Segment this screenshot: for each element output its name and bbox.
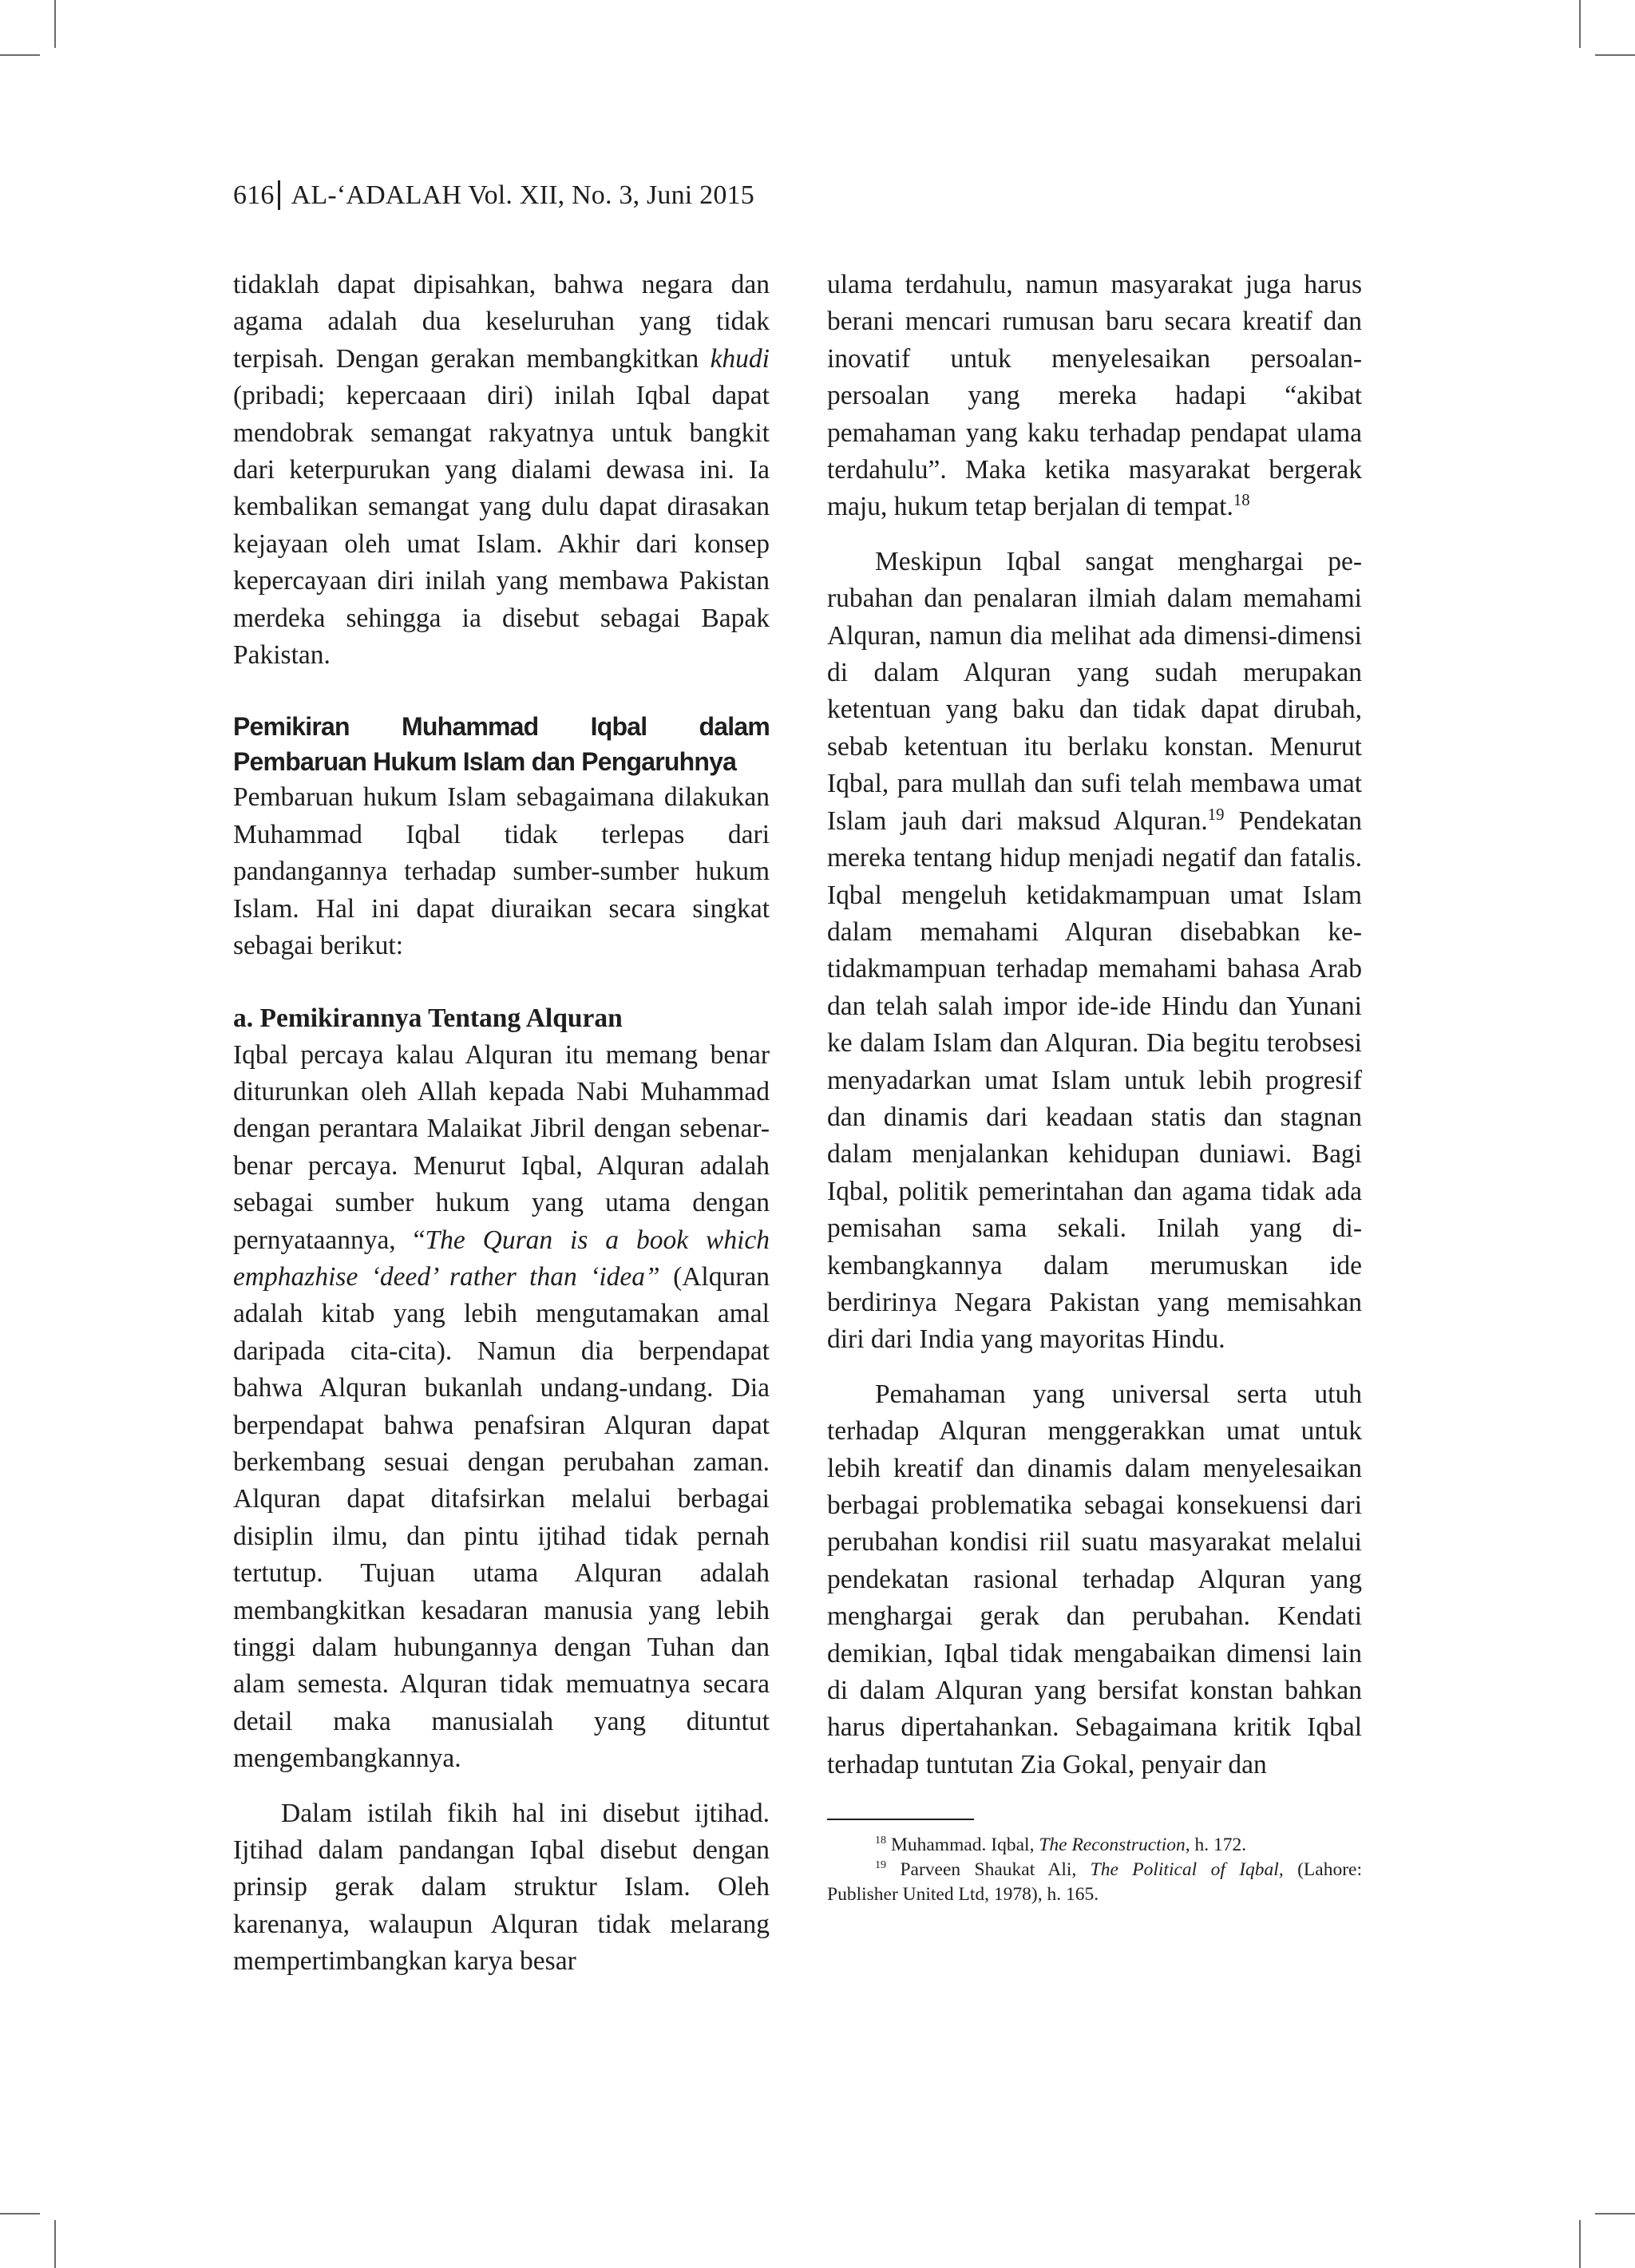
footnote-text: (Lahore: Publisher United Ltd, 1978), h. 165. (827, 1859, 1362, 1906)
footnote-ref: 19 (1207, 805, 1225, 824)
crop-mark (0, 54, 40, 56)
journal-title: AL-‘ADALAH Vol. XII, No. 3, Juni 2015 (291, 180, 754, 210)
footnote-title: The Political of Iqbal, (1090, 1859, 1284, 1881)
left-column (233, 267, 770, 1981)
italic-quote: The Quran is a book which emphazhise ‘deed’ rather than ‘idea” (233, 1225, 770, 1292)
crop-mark (1595, 54, 1635, 56)
italic-term: khudi (710, 343, 770, 374)
page-number: 616 (233, 180, 280, 210)
section-heading: Pemikiran Muhammad Iqbal dalam Pembaruan Hukum Islam dan Pengaruhnya (233, 712, 770, 777)
running-head (233, 180, 754, 211)
paragraph-text: Pendekatan mereka tentang hidup menjadi negatif dan fatalis. Iqbal mengeluh ketidakmampuan umat Islam dalam memahami Alquran disebabkan ketidakmampuan terhadap memahami bahasa Arab dan telah salah impor ide-ide Hindu dan Yunani ke dalam Islam dan Alquran. Dia begitu terobsesi menyadarkan umat Islam untuk lebih progresif dan dinamis dari keadaan statis dan stagnan dalam menjalankan kehidupan duniawi. Bagi Iqbal, politik pemerintahan dan agama tidak ada pemisahan sama sekali. Inilah yang dikembangkannya dalam merumuskan ide berdirinya Negara Pakistan yang memisahkan diri dari India yang mayoritas Hindu. (827, 805, 1362, 1355)
crop-mark (54, 2220, 56, 2268)
paragraph-text: Meskipun Iqbal sangat menghargai perubahan dan penalaran ilmiah dalam memahami Alquran, namun dia melihat ada dimensi-dimensi di dalam Alquran yang sudah merupakan ketentuan yang baku dan tidak dapat dirubah, sebab ketentuan itu berlaku konstan. Menurut Iqbal, para mullah dan sufi telah membawa umat Islam jauh dari maksud Alquran. (827, 546, 1362, 836)
footnote-number: 18 (875, 1834, 887, 1847)
paragraph-text: ulama terdahulu, namun masyarakat juga harus berani mencari rumusan baru secara kreatif dan inovatif untuk menyelesaikan persoalan-persoalan yang mereka hadapi “akibat pemahaman yang kaku terhadap pendapat ulama terdahulu”. Maka ketika masyarakat bergerak maju, hukum tetap berjalan di tempat. (827, 270, 1362, 522)
crop-mark (1579, 2220, 1581, 2268)
crop-mark (1595, 2213, 1635, 2215)
crop-mark (54, 0, 56, 48)
right-column (827, 267, 1362, 1907)
footnote-number: 19 (875, 1858, 887, 1872)
paragraph (827, 544, 1362, 1359)
paragraph-text: (Alquran adalah kitab yang lebih mengutamakan amal daripada cita-cita). Namun dia berpendapat bahwa Alquran bukanlah undang-undang. Dia berpendapat bahwa penafsiran Alquran dapat berkembang sesuai dengan perubahan zaman. Alquran dapat ditafsirkan melalui berbagai disiplin ilmu, dan pintu ijtihad tidak pernah tertutup. Tujuan utama Alquran adalah membangkitkan kesadaran manusia yang lebih tinggi dalam hubungannya dengan Tuhan dan alam semesta. Alquran tidak memuatnya secara detail maka manusialah yang dituntut mengembangkannya. (233, 1261, 770, 1774)
crop-mark (1579, 0, 1581, 48)
paragraph: Dalam istilah fikih hal ini disebut ijtihad. Ijtihad dalam pandangan Iqbal disebut dengan prinsip gerak dalam struktur Islam. Oleh karenanya, walaupun Alquran tidak melarang mempertimbangkan karya besar (233, 1798, 770, 1977)
footnote-ref: 18 (1233, 491, 1250, 510)
footnote-title: The Reconstruction (1039, 1835, 1186, 1856)
crop-mark (0, 2213, 40, 2215)
footnote-text: Muhammad. Iqbal, (890, 1835, 1039, 1856)
paragraph-text: (pribadi; kepercaaan diri) inilah Iqbal dapat mendobrak semangat rakyatnya untuk bangkit dari keterpurukan yang dialami dewasa ini. Ia kembalikan semangat yang dulu dapat dirasakan kejayaan oleh umat Islam. Akhir dari konsep kepercayaan diri inilah yang membawa Pakistan merdeka sehingga ia disebut sebagai Bapak Pakistan. (233, 381, 770, 671)
footnote (827, 1858, 1362, 1907)
subsection-heading: a. Pemikirannya Tentang Alquran (233, 1003, 623, 1033)
footnote (827, 1833, 1362, 1858)
footnote-text: , h. 172. (1185, 1835, 1247, 1856)
paragraph (233, 1037, 770, 1778)
paragraph (827, 267, 1362, 526)
footnote-text: Parveen Shaukat Ali, (900, 1859, 1091, 1881)
paragraph (233, 267, 770, 674)
footnote-rule (827, 1819, 974, 1820)
paragraph-text: tidaklah dapat dipisahkan, bahwa negara dan agama adalah dua keseluruhan yang tidak terpisah. Dengan gerakan membangkitkan (233, 270, 770, 374)
paragraph-text: Iqbal percaya kalau Alquran itu memang benar diturunkan oleh Allah kepada Nabi Muhammad dengan perantara Malaikat Jibril dengan sebenar-benar percaya. Menurut Iqbal, Alquran adalah sebagai sumber hukum yang utama dengan pernyataannya, “ (233, 1039, 770, 1255)
paragraph: Pembaruan hukum Islam sebagaimana dilakukan Muhammad Iqbal tidak terlepas dari pandangannya terhadap sumber-sumber hukum Islam. Hal ini dapat diuraikan secara singkat sebagai berikut: (233, 782, 770, 961)
paragraph: Pemahaman yang universal serta utuh terhadap Alquran menggerakkan umat untuk lebih kreatif dan dinamis dalam menyelesaikan berbagai problematika sebagai konsekuensi dari perubahan kondisi riil suatu masyarakat melalui pendekatan rasional terhadap Alquran yang menghargai gerak dan perubahan. Kendati demikian, Iqbal tidak mengabaikan dimensi lain di dalam Alquran yang bersifat konstan bahkan harus dipertahankan. Sebagaimana kritik Iqbal terhadap tuntutan Zia Gokal, penyair dan (827, 1379, 1362, 1779)
